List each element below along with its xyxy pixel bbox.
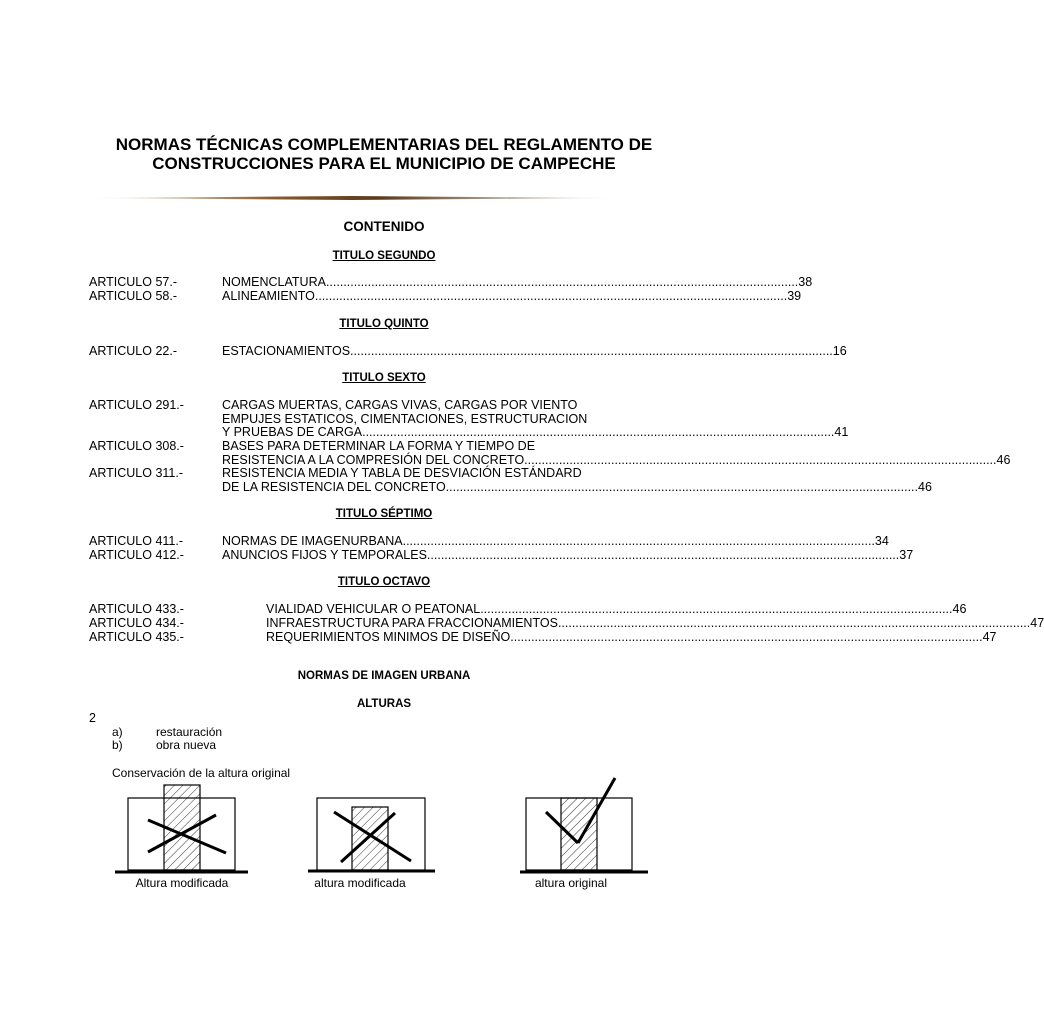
toc-entry-line: CARGAS MUERTAS, CARGAS VIVAS, CARGAS POR VIENTO [222,398,578,412]
titulo-segundo: TITULO SEGUNDO [332,250,436,262]
toc-entry-text: INFRAESTRUCTURA PARA FRACCIONAMIENTOS [266,616,558,630]
toc-entry-291: CARGAS MUERTAS, CARGAS VIVAS, CARGAS POR VIENTO EMPUJES ESTATICOS, CIMENTACIONES, ESTRUCTURACION Y PRUEBAS DE CARGA ........................................................................................................................................ 41 [222,398,849,440]
toc-entry-text: ALINEAMIENTO [222,289,315,303]
toc-entry-311: RESISTENCIA MEDIA Y TABLA DE DESVIACIÓN ESTÁNDARD DE LA RESISTENCIA DEL CONCRETO ........................................................................................................................................ 46 [222,466,932,494]
article-22-label: ARTICULO 22.- [89,344,177,358]
article-58-label: ARTICULO 58.- [89,289,177,303]
toc-entry-text: RESISTENCIA A LA COMPRESIÓN DEL CONCRETO [222,452,525,467]
toc-entry-308: BASES PARA DETERMINAR LA FORMA Y TIEMPO DE RESISTENCIA A LA COMPRESIÓN DEL CONCRETO ........................................................................................................................................ 46 [222,439,1011,467]
toc-entry-text: NORMAS DE IMAGENURBANA [222,534,403,548]
toc-page-number: 46 [996,452,1011,467]
item-b-text: obra nueva [156,738,217,752]
alturas-heading: ALTURAS [356,698,412,710]
toc-entry-412: ANUNCIOS FIJOS Y TEMPORALES ........................................................................................................................................ 37 [222,548,914,562]
toc-page-number: 34 [874,534,889,548]
toc-entry-line: RESISTENCIA MEDIA Y TABLA DE DESVIACIÓN ESTÁNDARD [222,466,582,480]
toc-page-number: 39 [787,289,802,303]
article-411-label: ARTICULO 411.- [89,534,184,548]
title-divider [88,196,616,200]
toc-entry-text: DE LA RESISTENCIA DEL CONCRETO [222,479,446,494]
toc-page-number: 47 [982,630,997,644]
toc-entry-text: ANUNCIOS FIJOS Y TEMPORALES [222,548,427,562]
article-311-label: ARTICULO 311.- [89,466,184,480]
figure-caption: Conservación de la altura original [112,766,291,780]
document-title-line1: NORMAS TÉCNICAS COMPLEMENTARIAS DEL REGLAMENTO DE [115,135,653,154]
toc-page-number: 41 [834,425,849,440]
diagram-altura-modificada-1 [128,785,235,870]
diagram-altura-modificada-2 [317,798,425,870]
article-57-label: ARTICULO 57.- [89,275,177,289]
article-433-label: ARTICULO 433.- [89,602,184,616]
toc-page-number: 37 [899,548,914,562]
toc-page-number: 46 [918,479,932,494]
titulo-sexto: TITULO SEXTO [342,372,426,384]
titulo-quinto: TITULO QUINTO [339,318,429,330]
item-b-label: b) [112,738,123,752]
item-a-text: restauración [156,725,223,739]
article-412-label: ARTICULO 412.- [89,548,184,562]
diagram-label-2: altura modificada [314,876,406,890]
article-434-label: ARTICULO 434.- [89,616,184,630]
toc-entry-435: REQUERIMIENTOS MINIMOS DE DISEÑO ........................................................................................................................................ 47 [266,630,997,644]
contents-heading: CONTENIDO [343,219,425,234]
toc-entry-57: NOMENCLATURA ........................................................................................................................................ 38 [222,275,813,289]
toc-page-number: 38 [798,275,813,289]
diagram-label-3: altura original [534,876,608,890]
diagram-altura-original [526,778,632,870]
toc-entry-line: BASES PARA DETERMINAR LA FORMA Y TIEMPO DE [222,439,536,453]
toc-entry-text: Y PRUEBAS DE CARGA [222,425,363,440]
item-a-label: a) [112,725,123,739]
titulo-octavo: TITULO OCTAVO [337,576,431,588]
toc-entry-text: REQUERIMIENTOS MINIMOS DE DISEÑO [266,630,511,644]
toc-entry-line: EMPUJES ESTATICOS, CIMENTACIONES, ESTRUCTURACION [222,411,588,426]
toc-page-number: 46 [952,602,967,616]
section-heading: NORMAS DE IMAGEN URBANA [297,670,471,682]
toc-page-number: 47 [1030,616,1044,630]
toc-entry-434: INFRAESTRUCTURA PARA FRACCIONAMIENTOS ........................................................................................................................................ 47 [266,616,1044,630]
toc-entry-text: VIALIDAD VEHICULAR O PEATONAL [266,602,481,616]
diagram-label-1: Altura modificada [135,876,229,890]
toc-entry-22: ESTACIONAMIENTOS ........................................................................................................................................ ...16 [222,344,847,358]
toc-entry-text: ESTACIONAMIENTOS [222,344,351,358]
article-308-label: ARTICULO 308.- [89,439,184,453]
toc-entry-433: VIALIDAD VEHICULAR O PEATONAL ........................................................................................................................................ 46 [266,602,967,616]
toc-page-number: ...16 [822,344,847,358]
toc-entry-411: NORMAS DE IMAGENURBANA ........................................................................................................................................ 34 [222,534,889,548]
titulo-septimo: TITULO SÉPTIMO [335,508,433,520]
article-435-label: ARTICULO 435.- [89,630,184,644]
article-291-label: ARTICULO 291.- [89,398,184,412]
toc-entry-text: NOMENCLATURA [222,275,326,289]
item-number: 2 [89,711,96,725]
toc-entry-58: ALINEAMIENTO ........................................................................................................................................ 39 [222,289,802,303]
document-title-line2: CONSTRUCCIONES PARA EL MUNICIPIO DE CAMPECHE [152,154,616,173]
